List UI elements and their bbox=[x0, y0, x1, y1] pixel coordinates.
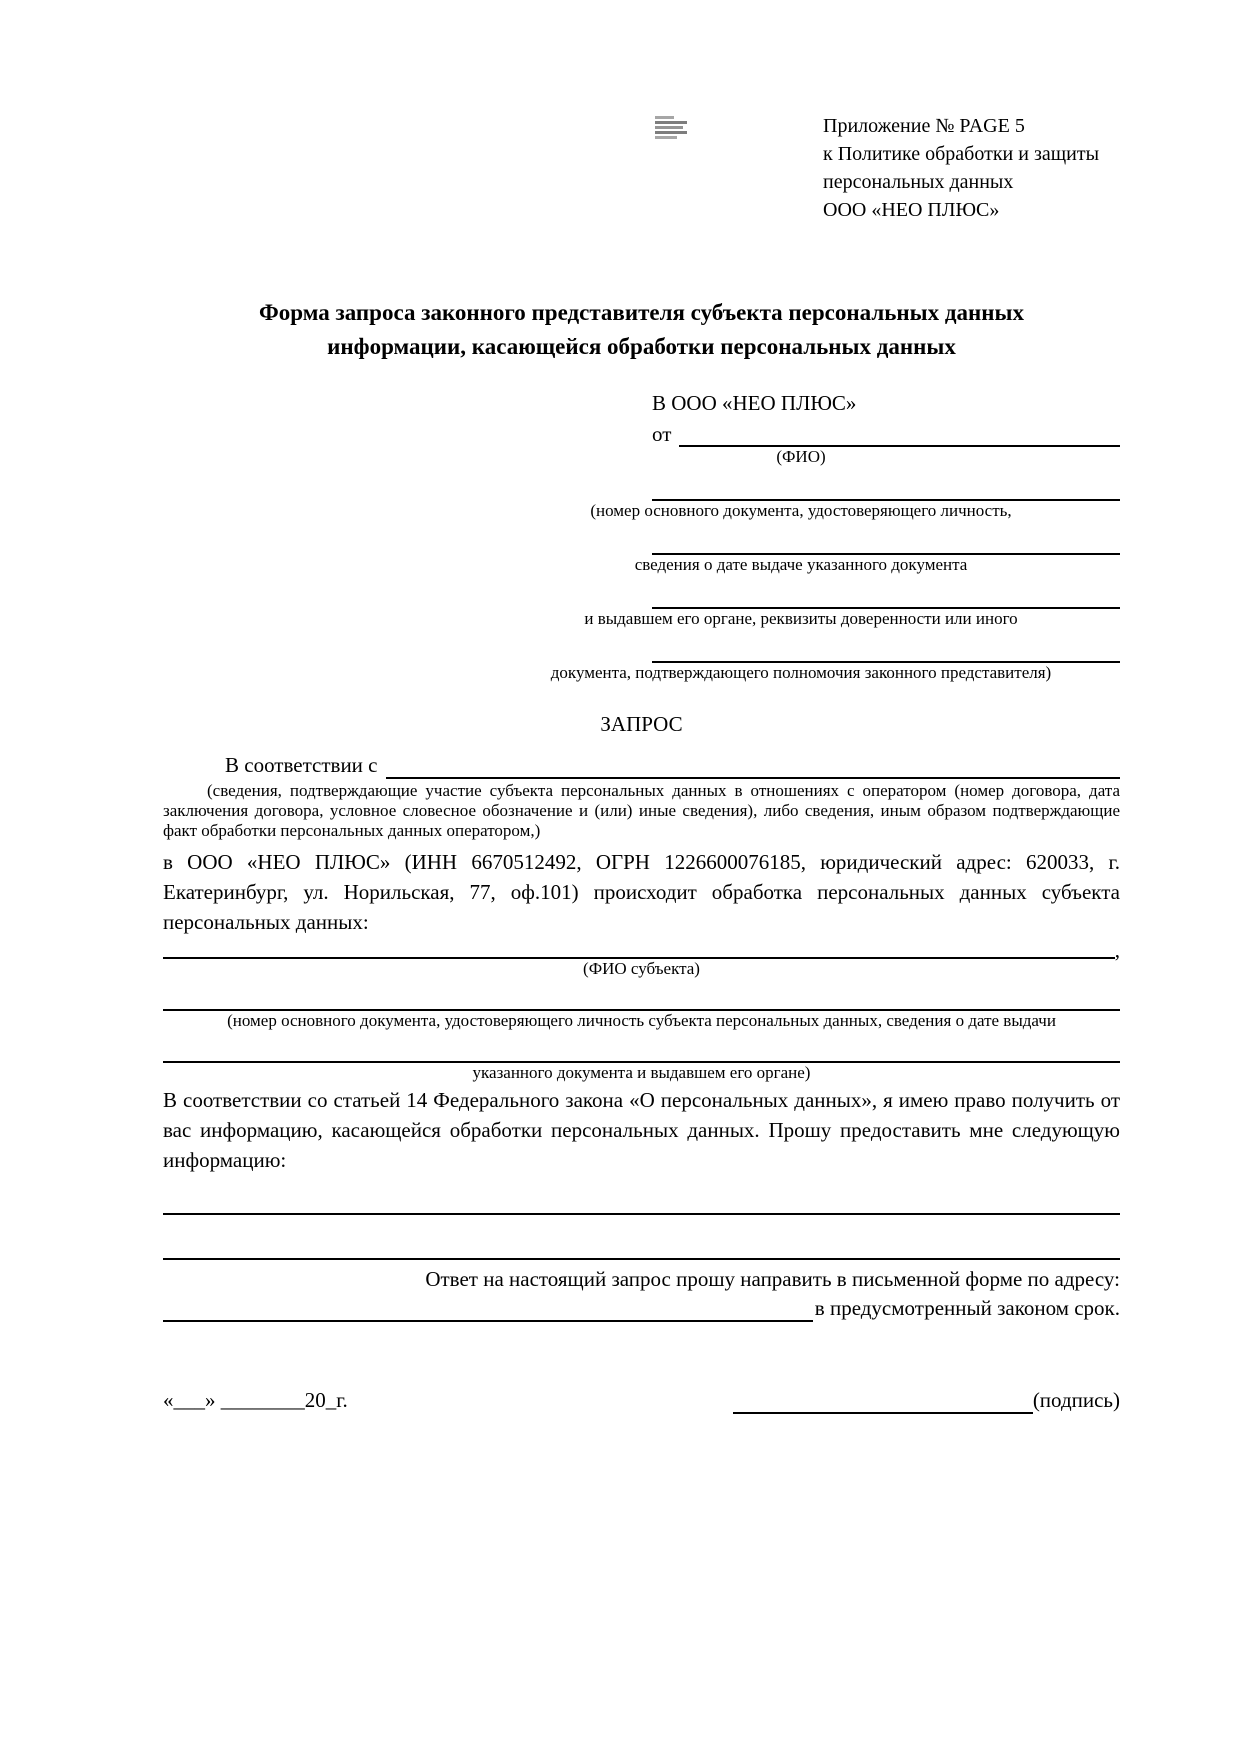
document-number-caption: (номер основного документа, удостоверяющего личность, bbox=[590, 501, 1012, 520]
from-label: от bbox=[652, 422, 672, 446]
field-lines-icon bbox=[655, 116, 687, 144]
authority-document-field bbox=[550, 639, 1120, 683]
issuing-authority-blank-line bbox=[652, 585, 1120, 609]
subject-document-field bbox=[163, 989, 1120, 1031]
reply-address-field bbox=[163, 1294, 1120, 1322]
form-title bbox=[163, 296, 1120, 364]
authority-document-caption: документа, подтверждающего полномочия законного представителя) bbox=[550, 663, 1052, 682]
subject-document-blank-line bbox=[163, 989, 1120, 1011]
law-paragraph: В соответствии со статьей 14 Федерального закона «О персональных данных», я имею право получить от вас информацию, касающейся обработки персональных данных. Прошу предоставить мне следующую информацию: bbox=[163, 1088, 1120, 1173]
subject-fio-comma: , bbox=[1114, 938, 1120, 963]
reply-deadline-text: в предусмотренный законом срок. bbox=[814, 1296, 1120, 1321]
document-content bbox=[163, 296, 1120, 1414]
appendix-header bbox=[655, 0, 1242, 224]
operator-paragraph: в ООО «НЕО ПЛЮС» (ИНН 6670512492, ОГРН 1226600076185, юридический адрес: 620033, г. Екатеринбург, ул. Норильская, 77, оф.101) происходит обработка персональных данных субъекта персональных данных: bbox=[163, 850, 1120, 935]
form-title-line1: Форма запроса законного представителя субъекта персональных данных bbox=[259, 300, 1024, 325]
requested-info-blank-line-2 bbox=[163, 1215, 1120, 1260]
accordance-label: В соответствии с bbox=[225, 753, 378, 777]
policy-line-2: персональных данных bbox=[823, 171, 1014, 193]
document-number-field bbox=[590, 477, 1120, 521]
addressee-to: В ООО «НЕО ПЛЮС» bbox=[652, 391, 857, 415]
issue-date-caption: сведения о дате выдаче указанного документа bbox=[634, 555, 968, 574]
signature-caption: (подпись) bbox=[1032, 1388, 1120, 1413]
accordance-fine-print: (сведения, подтверждающие участие субъекта персональных данных в отношениях с оператором (номер договора, дата заключения договора, условное словесное обозначение и (или) иные сведения), либо сведения, иным образом подтверждающие факт обработки персональных данных оператором,) bbox=[163, 781, 1120, 841]
company-name: ООО «НЕО ПЛЮС» bbox=[823, 199, 1000, 221]
issue-date-blank-line bbox=[652, 531, 1120, 555]
subject-issuer-blank-line bbox=[163, 1041, 1120, 1063]
appendix-header-text bbox=[823, 112, 1099, 224]
document-number-blank-line bbox=[652, 477, 1120, 501]
reply-address-intro: Ответ на настоящий запрос прошу направить в письменной форме по адресу: bbox=[425, 1267, 1120, 1292]
appendix-number-line: Приложение № PAGE 5 bbox=[823, 115, 1025, 137]
subject-document-caption: (номер основного документа, удостоверяющего личность субъекта персональных данных, сведения о дате выдачи bbox=[227, 1011, 1056, 1031]
subject-issuer-caption: указанного документа и выдавшем его органе) bbox=[472, 1063, 811, 1083]
accordance-field bbox=[163, 752, 1120, 779]
subject-fio-field bbox=[163, 937, 1120, 979]
date-blank: «___» ________20_г. bbox=[163, 1388, 348, 1413]
subject-fio-caption: (ФИО субъекта) bbox=[583, 959, 700, 979]
from-blank-line bbox=[679, 445, 1120, 447]
subject-fio-row bbox=[163, 937, 1120, 963]
issuing-authority-field bbox=[584, 585, 1120, 629]
signature-row bbox=[163, 1386, 1120, 1414]
addressee-block bbox=[550, 390, 1120, 683]
requested-info-blank-line-1 bbox=[163, 1175, 1120, 1215]
subject-fio-blank-line bbox=[163, 937, 1115, 959]
signature-field bbox=[733, 1386, 1120, 1414]
reply-address-blank-line bbox=[163, 1320, 813, 1322]
signature-blank-line bbox=[733, 1388, 1033, 1414]
issue-date-field bbox=[634, 531, 1120, 575]
accordance-blank-line bbox=[386, 777, 1121, 779]
request-heading: ЗАПРОС bbox=[600, 712, 683, 736]
from-field bbox=[652, 421, 1120, 447]
fio-caption: (ФИО) bbox=[776, 447, 826, 466]
form-title-line2: информации, касающейся обработки персональных данных bbox=[327, 334, 956, 359]
policy-line-1: к Политике обработки и защиты bbox=[823, 143, 1100, 165]
subject-issuer-field bbox=[163, 1041, 1120, 1083]
authority-document-blank-line bbox=[652, 639, 1120, 663]
issuing-authority-caption: и выдавшем его органе, реквизиты доверенности или иного bbox=[584, 609, 1018, 628]
